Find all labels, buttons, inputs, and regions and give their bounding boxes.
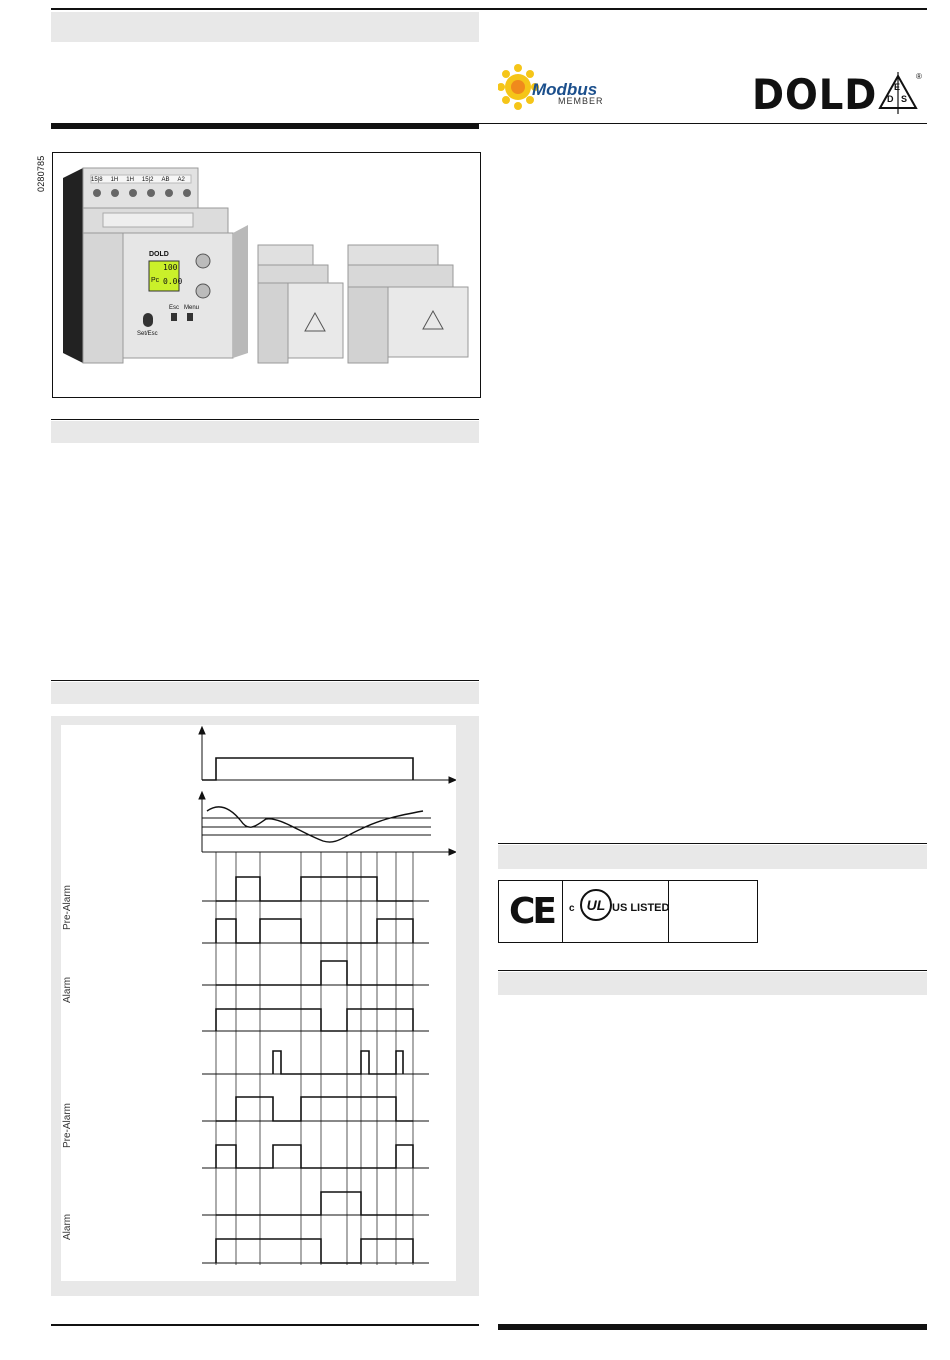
footer-rule-left [51, 1324, 479, 1326]
ce-cell [499, 881, 563, 942]
channel-label-alarm-1: Alarm [62, 976, 73, 1003]
terminal-label: 15|8 [91, 177, 103, 183]
device-brand-label: DOLD [149, 251, 169, 258]
esc-button-label: Esc [169, 305, 180, 311]
terminal-label: 1H [126, 177, 134, 183]
display-bottom-value: 0.00 [163, 277, 183, 286]
terminal-label: 15|2 [141, 177, 154, 183]
product-devices-illustration [53, 153, 480, 397]
section-rule-1 [51, 419, 479, 420]
image-id-label: 0280785 [36, 155, 46, 192]
eds-letter-d: D [887, 94, 894, 104]
channel-label-pre-alarm-2: Pre-Alarm [62, 1102, 73, 1148]
approvals-rule [498, 843, 927, 844]
channel-label-pre-alarm-1: Pre-Alarm [62, 884, 73, 930]
header-thin-rule [479, 123, 927, 124]
ul-listed-label: US LISTED [612, 902, 670, 914]
top-rule [51, 8, 927, 10]
empty-approval-cell [669, 881, 757, 942]
terminal-label: AB [161, 177, 170, 183]
title-band [51, 12, 479, 42]
approvals-band [498, 845, 927, 869]
ul-c-label: c [569, 903, 575, 914]
set-esc-label: Set/Esc [137, 331, 158, 337]
ul-cell [563, 881, 669, 942]
terminal-label: A2 [177, 177, 185, 183]
section-band-1 [51, 421, 479, 443]
approval-marks-box [498, 880, 758, 943]
modbus-wordmark: Modbus [532, 80, 598, 99]
section-rule-2 [51, 680, 479, 681]
registered-mark: ® [916, 72, 922, 81]
section-band-2 [51, 682, 479, 704]
eds-letter-s: S [901, 94, 908, 104]
section-band-right [498, 972, 927, 995]
footer-rule-right [498, 1324, 927, 1330]
eds-letter-e: E [894, 82, 901, 92]
ul-mark-icon: UL [580, 889, 612, 921]
terminal-label: 1H [110, 177, 119, 183]
terminal-labels [91, 177, 185, 183]
display-bottom-prefix: Pc [151, 277, 160, 284]
timing-diagram [61, 725, 456, 1281]
display-top-value: 100 [163, 263, 178, 272]
modbus-member-label: MEMBER [558, 96, 604, 106]
channel-label-alarm-2: Alarm [62, 1213, 73, 1240]
dold-wordmark: DOLD [752, 70, 878, 119]
ce-mark-icon: CE [509, 891, 555, 932]
section-rule-right [498, 970, 927, 971]
header-thick-rule [51, 123, 479, 129]
menu-button-label: Menu [184, 305, 200, 311]
function-diagram [61, 725, 456, 1281]
product-photo [52, 152, 481, 398]
eds-logo [878, 72, 924, 114]
